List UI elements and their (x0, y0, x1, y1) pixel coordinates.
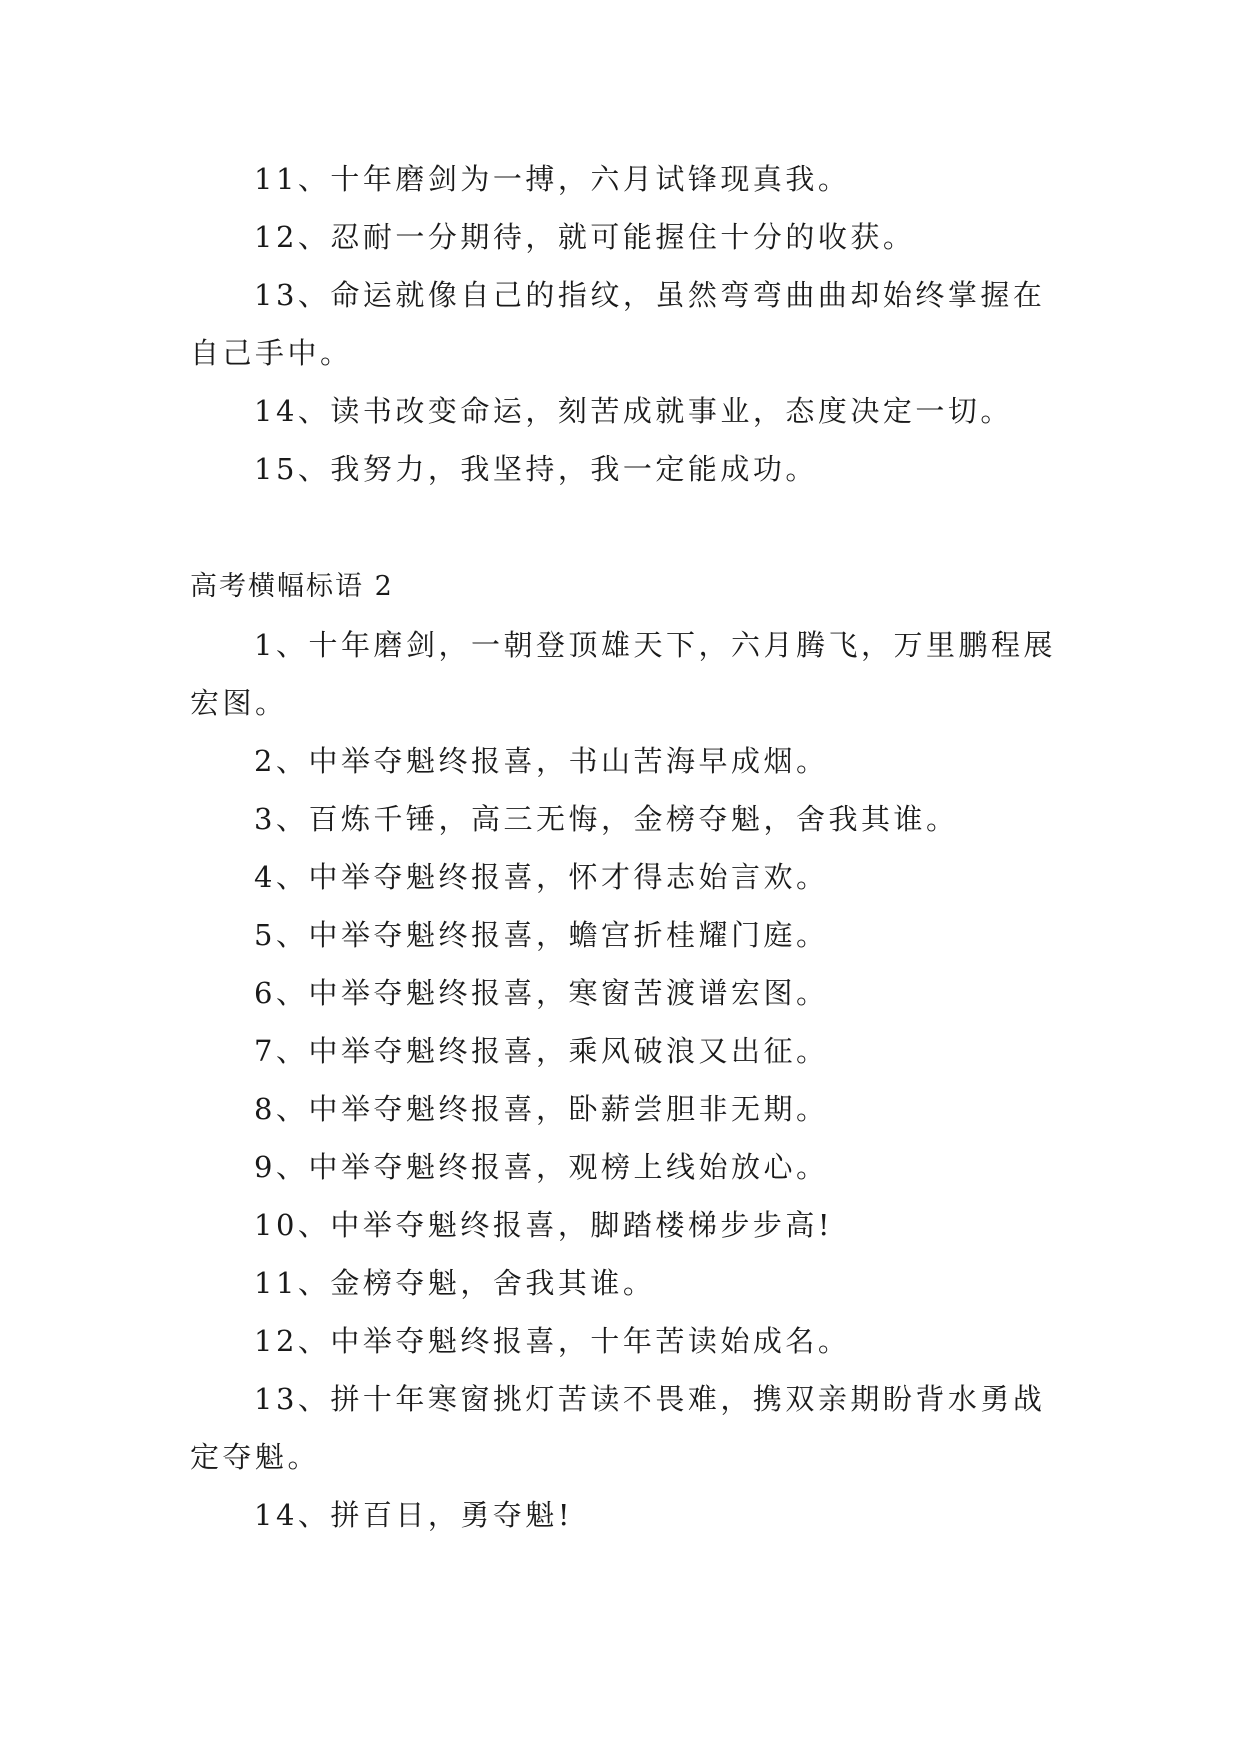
list-item: 10、中举夺魁终报喜，脚踏楼梯步步高! (254, 1208, 834, 1242)
section-heading: 高考横幅标语 2 (190, 571, 394, 602)
list-item: 2、中举夺魁终报喜，书山苦海早成烟。 (254, 744, 829, 778)
list-item: 11、金榜夺魁，舍我其谁。 (254, 1266, 656, 1300)
list-item: 12、中举夺魁终报喜，十年苦读始成名。 (254, 1324, 851, 1358)
list-item: 4、中举夺魁终报喜，怀才得志始言欢。 (254, 860, 829, 894)
list-item: 13、命运就像自己的指纹，虽然弯弯曲曲却始终掌握在自己手中。 (190, 278, 1046, 370)
list-item: 12、忍耐一分期待，就可能握住十分的收获。 (254, 220, 916, 254)
list-item: 5、中举夺魁终报喜，蟾宫折桂耀门庭。 (254, 918, 829, 952)
list-item: 8、中举夺魁终报喜，卧薪尝胆非无期。 (254, 1092, 829, 1126)
list-item: 14、读书改变命运，刻苦成就事业，态度决定一切。 (254, 394, 1013, 428)
list-item: 11、十年磨剑为一搏，六月试锋现真我。 (254, 162, 851, 196)
list-item: 1、十年磨剑，一朝登顶雄天下，六月腾飞，万里鹏程展宏图。 (190, 628, 1056, 720)
list-item: 14、拼百日，勇夺魁! (254, 1498, 574, 1532)
document-body (190, 150, 1060, 1544)
list-item: 3、百炼千锤，高三无悔，金榜夺魁，舍我其谁。 (254, 802, 959, 836)
list-item: 13、拼十年寒窗挑灯苦读不畏难，携双亲期盼背水勇战定夺魁。 (190, 1382, 1046, 1474)
list-item: 15、我努力，我坚持，我一定能成功。 (254, 452, 818, 486)
list-item: 7、中举夺魁终报喜，乘风破浪又出征。 (254, 1034, 829, 1068)
list-item: 9、中举夺魁终报喜，观榜上线始放心。 (254, 1150, 829, 1184)
section-gap (190, 498, 1060, 558)
list-item: 6、中举夺魁终报喜，寒窗苦渡谱宏图。 (254, 976, 829, 1010)
